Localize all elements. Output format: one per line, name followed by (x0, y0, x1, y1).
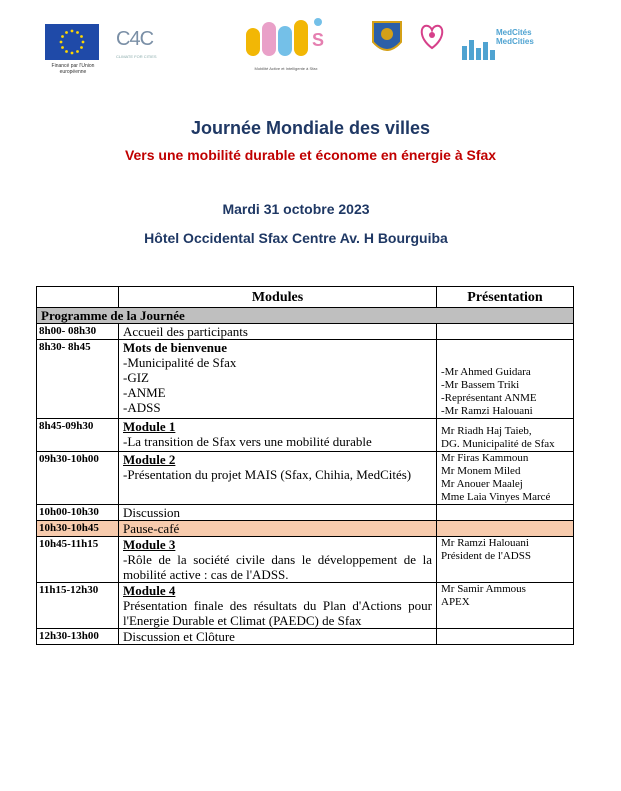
table-row (37, 583, 574, 629)
time-cell: 8h00- 08h30 (37, 324, 119, 340)
presentation-cell (437, 419, 574, 452)
eu-flag-logo (45, 24, 99, 60)
module-cell (119, 521, 437, 537)
section-title: Programme de la Journée (37, 308, 574, 324)
presenter-line: -Mr Ramzi Halouani (441, 405, 533, 417)
section-row (37, 308, 574, 324)
presentation-cell (437, 324, 574, 340)
header-presentation: Présentation (437, 287, 574, 308)
module-line: Discussion (123, 505, 181, 520)
presenter-line: -Mr Bassem Triki (441, 379, 520, 391)
mais-subtitle: Mobilité Active et Intelligente à Sfax (254, 66, 318, 71)
presenter-line: Mr Monem Miled (441, 465, 521, 477)
program-table (36, 286, 574, 645)
medcites-name (496, 28, 534, 46)
svg-text:S: S (312, 30, 325, 50)
mais-logo (244, 14, 330, 64)
module-line: -Municipalité de Sfax (123, 355, 237, 370)
presenter-line: Mr Samir Ammous (441, 583, 526, 595)
module-line: -Présentation du projet MAIS (Sfax, Chihia, MedCités) (123, 467, 412, 482)
module-cell (119, 340, 437, 419)
presenter-line: Président de l'ADSS (441, 550, 531, 562)
table-row (37, 340, 574, 419)
event-date: Mardi 31 octobre 2023 (222, 201, 370, 217)
presenter-line: -Représentant ANME (441, 392, 537, 404)
module-cell (119, 583, 437, 629)
eu-caption: Financé par l'Union européenne (51, 63, 95, 75)
table-row (37, 629, 574, 645)
presentation-cell (437, 505, 574, 521)
presenter-line: Mr Ramzi Halouani (441, 537, 529, 549)
module-line: Accueil des participants (123, 324, 248, 339)
medcites-en: MedCities (496, 37, 534, 46)
event-venue: Hôtel Occidental Sfax Centre Av. H Bourguiba (144, 230, 448, 246)
module-heading: Module 4 (123, 583, 176, 598)
module-line: Discussion et Clôture (123, 629, 235, 644)
time-cell: 10h00-10h30 (37, 505, 119, 521)
c4c-subtitle: CLIMATE FOR CITIES (116, 54, 157, 59)
presentation-cell (437, 629, 574, 645)
table-row (37, 452, 574, 505)
module-heading: Module 2 (123, 452, 176, 467)
module-heading: Module 1 (123, 419, 176, 434)
module-line: Présentation finale des résultats du Plan d'Actions pour l'Energie Durable et Climat (PAEDC) de Sfax (123, 598, 432, 628)
time-cell: 10h45-11h15 (37, 537, 119, 583)
time-cell: 12h30-13h00 (37, 629, 119, 645)
module-cell (119, 629, 437, 645)
presentation-cell (437, 340, 574, 419)
presenter-line: DG. Municipalité de Sfax (441, 438, 555, 450)
presentation-cell (437, 521, 574, 537)
time-cell: 8h45-09h30 (37, 419, 119, 452)
module-line: -ADSS (123, 400, 161, 415)
module-line: -Rôle de la société civile dans le développement de la mobilité active : cas de l'ADSS. (123, 552, 432, 582)
logo-bar (0, 14, 621, 84)
module-cell (119, 324, 437, 340)
module-cell (119, 419, 437, 452)
presentation-cell (437, 583, 574, 629)
time-cell: 09h30-10h00 (37, 452, 119, 505)
c4c-logo: C4C (116, 28, 154, 50)
adss-heart-logo (416, 18, 448, 58)
header-time-cell (37, 287, 119, 308)
presenter-line: Mr Anouer Maalej (441, 478, 523, 490)
page-subtitle: Vers une mobilité durable et économe en énergie à Sfax (124, 147, 497, 163)
time-cell: 8h30- 8h45 (37, 340, 119, 419)
module-line: -GIZ (123, 370, 149, 385)
module-cell (119, 452, 437, 505)
module-cell (119, 505, 437, 521)
table-row (37, 419, 574, 452)
presenter-line: Mr Riadh Haj Taieb, (441, 425, 532, 437)
module-line: -La transition de Sfax vers une mobilité durable (123, 434, 372, 449)
time-cell: 11h15-12h30 (37, 583, 119, 629)
module-heading: Module 3 (123, 537, 176, 552)
presentation-cell (437, 537, 574, 583)
table-row (37, 537, 574, 583)
module-heading: Mots de bienvenue (123, 340, 227, 355)
table-row-pause (37, 521, 574, 537)
presenter-line: -Mr Ahmed Guidara (441, 366, 531, 378)
module-cell (119, 537, 437, 583)
presenter-line: Mr Firas Kammoun (441, 452, 529, 464)
table-row (37, 505, 574, 521)
header-modules: Modules (119, 287, 437, 308)
table-header-row (37, 287, 574, 308)
table-row (37, 324, 574, 340)
module-line: Pause-café (123, 521, 180, 536)
presentation-cell (437, 452, 574, 505)
presenter-line: APEX (441, 596, 470, 608)
page-title: Journée Mondiale des villes (190, 118, 431, 138)
presenter-line: Mme Laia Vinyes Marcé (441, 491, 551, 503)
time-cell: 10h30-10h45 (37, 521, 119, 537)
sfax-municipality-seal (370, 18, 404, 58)
medcites-fr: MedCités (496, 28, 532, 37)
module-line: -ANME (123, 385, 166, 400)
